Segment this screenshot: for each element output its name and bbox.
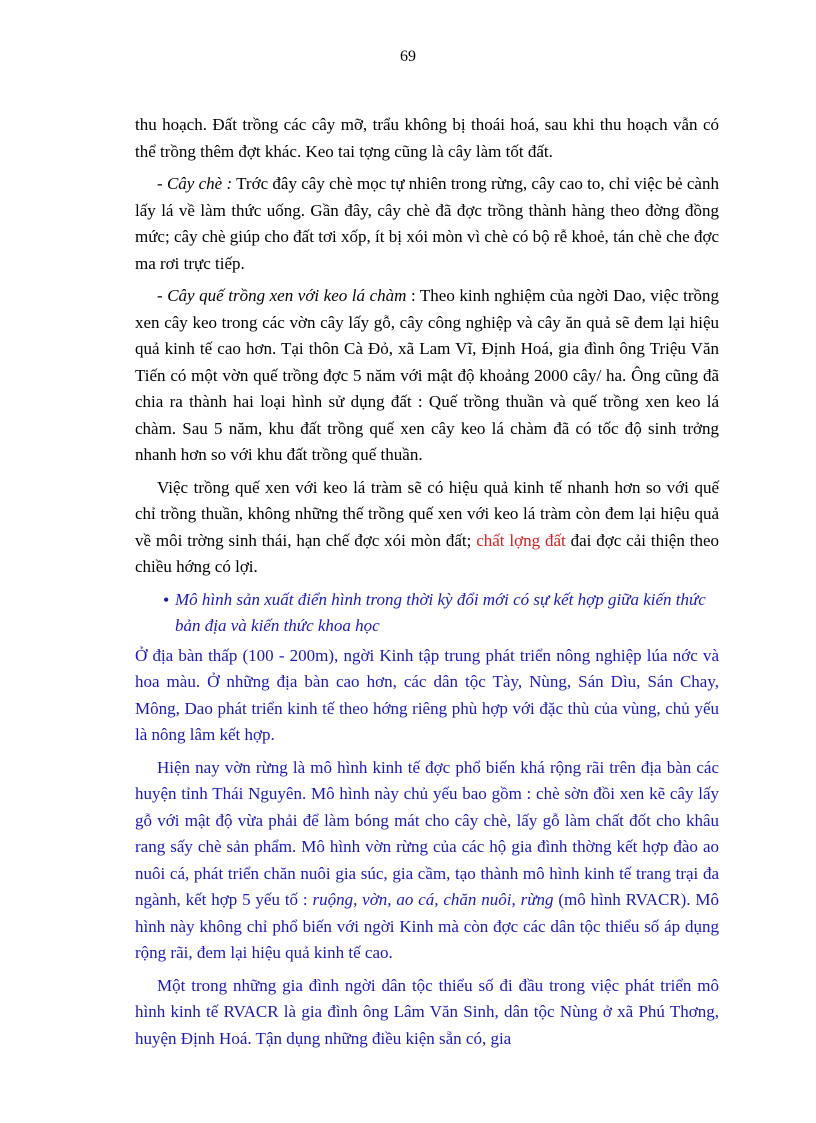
paragraph-cinnamon [135, 283, 719, 469]
garden-forest-text: Hiện nay vờn rừng là mô hình kinh tế đợc phổ biến khá rộng rãi trên địa bàn các huyện tỉnh Thái Nguyên. Mô hình này chủ yếu bao gồm : chè sờn đồi xen kẽ cây lấy gỗ với mật độ vừa phải để làm bóng mát cho cây chè, lấy gỗ làm chất đốt cho khâu rang sấy chè sản phẩm. Mô hình vờn rừng của các hộ gia đình thờng kết hợp đào ao nuôi cá, phát triển chăn nuôi gia súc, gia cầm, tạo thành mô hình kinh tế trang trại đa ngành, kết hợp 5 yếu tố : [135, 757, 719, 909]
rvacr-factors: ruộng, vờn, ao cá, chăn nuôi, rừng [312, 890, 554, 909]
page-number: 69 [400, 48, 416, 65]
model-heading [135, 587, 719, 639]
bullet-icon [163, 587, 169, 614]
soil-quality-highlight: chất lợng đất [476, 530, 566, 550]
paragraph-tea [135, 171, 719, 277]
paragraph-garden-forest [135, 755, 719, 967]
paragraph-family: Một trong những gia đình ngời dân tộc thiểu số đi đầu trong việc phát triển mô hình kinh tế RVACR là gia đình ông Lâm Văn Sinh, dân tộc Nùng ở xã Phú Thơng, huyện Định Hoá. Tận dụng những điều kiện sẵn có, gia [135, 975, 719, 1048]
tea-text: Trớc đây cây chè mọc tự nhiên trong rừng, cây cao to, chỉ việc bẻ cành lấy lá về làm thức uống. Gần đây, cây chè đã đợc trồng thành hàng theo đờng đồng mức; cây chè giúp cho đất tơi xốp, ít bị xói mòn vì chè có bộ rễ khoẻ, tán chè che đợc ma rơi trực tiếp. [135, 174, 719, 273]
paragraph-lowland: Ở địa bàn thấp (100 - 200m), ngời Kinh tập trung phát triển nông nghiệp lúa nớc và hoa màu. Ở những địa bàn cao hơn, các dân tộc Tày, Nùng, Sán Dìu, Sán Chay, Mông, Dao phát triển kinh tế theo hớng riêng phù hợp với đặc thù của vùng, chủ yếu là nông lâm kết hợp. [135, 645, 719, 744]
cinnamon-label: - Cây quế trồng xen với keo lá chàm [157, 286, 407, 305]
tea-label: - Cây chè : [157, 174, 233, 193]
paragraph-intercrop [135, 475, 719, 581]
model-heading-text: Mô hình sản xuất điển hình trong thời kỳ đổi mới có sự kết hợp giữa kiến thức bản địa và kiến thức khoa học [175, 589, 706, 635]
cinnamon-text: : Theo kinh nghiệm của ngời Dao, việc trồng xen cây keo trong các vờn cây lấy gỗ, cây công nghiệp và cây ăn quả sẽ đem lại hiệu quả kinh tế cao hơn. Tại thôn Cà Đỏ, xã Lam Vĩ, Định Hoá, gia đình ông Triệu Văn Tiến có một vờn quế trồng đợc 5 năm với mật độ khoảng 2000 cây/ ha. Ông cũng đã chia ra thành hai loại hình sử dụng đất : Quế trồng thuần và quế trồng xen keo lá chàm. Sau 5 năm, khu đất trồng quế xen cây keo lá chàm đã có tốc độ sinh trởng nhanh hơn so với khu đất trồng quế thuần. [135, 286, 719, 464]
garden-forest-text-end: (mô hình RVACR). Mô hình này không chỉ phổ biến với ngời Kinh mà còn đợc các dân tộc thiểu số áp dụng rộng rãi, đem lại hiệu quả kinh tế cao. [135, 890, 720, 962]
intercrop-text-end: đai đợc cải thiện theo chiều hớng có lợi. [135, 530, 719, 576]
page-body [135, 112, 719, 1058]
intercrop-text: Việc trồng quế xen với keo lá tràm sẽ có hiệu quả kinh tế nhanh hơn so với quế chỉ trồng thuần, không những thế trồng quế xen với keo lá tràm còn đem lại hiệu quả về môi trờng sinh thái, hạn chế đợc xói mòn đất; [135, 477, 719, 550]
paragraph-harvest: thu hoạch. Đất trồng các cây mỡ, trẩu không bị thoái hoá, sau khi thu hoạch vẫn có thể trồng thêm đợt khác. Keo tai tợng cũng là cây làm tốt đất. [135, 115, 719, 161]
